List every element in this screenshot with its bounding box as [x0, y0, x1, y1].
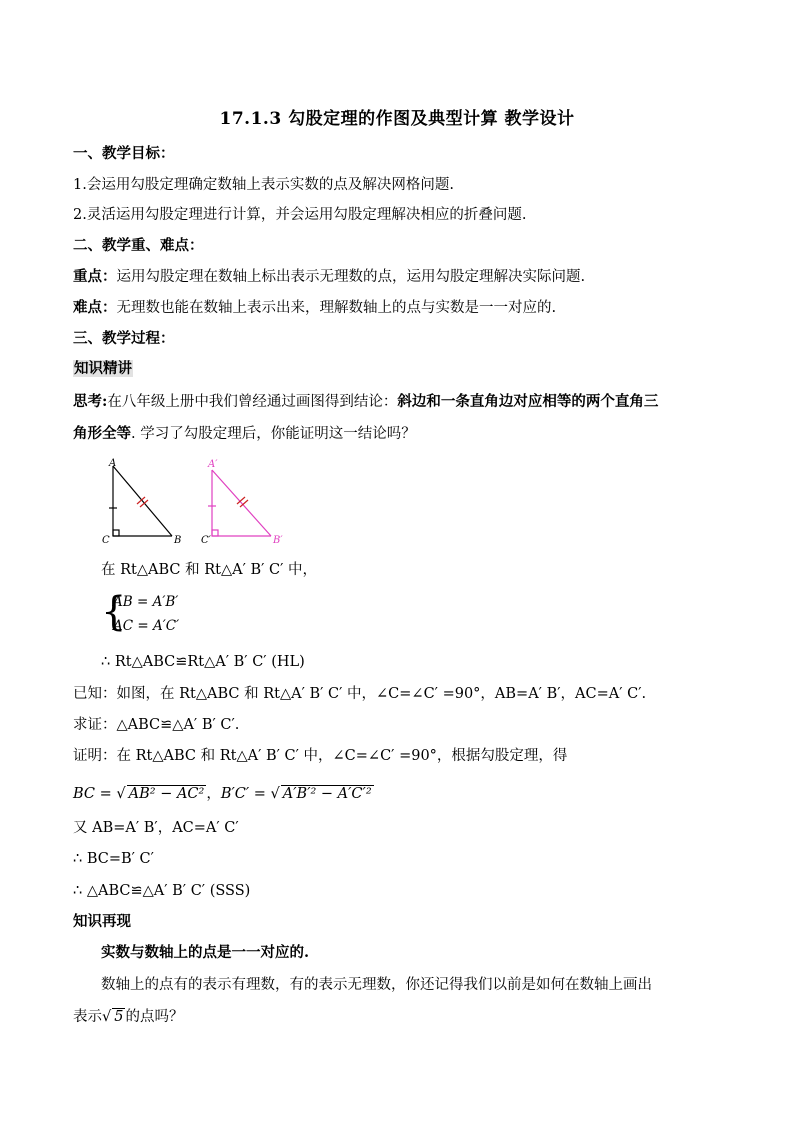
- paragraph-line-2-end: 的点吗？: [125, 1009, 184, 1025]
- think-tail: . 学习了勾股定理后，你能证明这一结论吗？: [131, 426, 416, 442]
- paragraph-line-2-start: 表示: [73, 1009, 102, 1025]
- triangle-a2b2c2-hyp-marks: [237, 497, 248, 507]
- key-point-text: 运用勾股定理在数轴上标出表示无理数的点，运用勾股定理解决实际问题.: [116, 269, 586, 285]
- formula-b2c2-lhs: B′C′ =: [220, 786, 271, 802]
- label-B: B: [174, 535, 182, 546]
- label-A: A: [109, 458, 117, 469]
- fact-line: 实数与数轴上的点是一一对应的.: [101, 944, 310, 961]
- formula-bc-radicand: AB² − AC²: [128, 786, 205, 802]
- section-heading-goals: 一、教学目标：: [73, 145, 175, 162]
- formula-separator: ，: [206, 786, 221, 802]
- label-A-prime: A′: [208, 459, 218, 470]
- therefore-bc-line: ∴ BC=B′ C′: [73, 851, 154, 867]
- triangle-a2b2c2: [208, 470, 271, 536]
- difficulty-label: 难点：: [73, 299, 117, 316]
- difficulty-text: 无理数也能在数轴上表示出来，理解数轴上的点与实数是一一对应的.: [116, 300, 557, 316]
- prove-line: 求证：△ABC≌△A′ B′ C′.: [73, 717, 240, 733]
- sqrt5-radicand: 5: [114, 1009, 124, 1025]
- think-bold-2: 角形全等: [73, 425, 131, 442]
- tag-knowledge-review: 知识再现: [73, 913, 131, 930]
- also-line: 又 AB=A′ B′，AC=A′ C′: [73, 820, 239, 836]
- paragraph-line-1: 数轴上的点有的表示有理数，有的表示无理数，你还记得我们以前是如何在数轴上画出: [101, 977, 652, 993]
- think-bold-1: 斜边和一条直角边对应相等的两个直角三: [397, 393, 659, 410]
- in-triangles-line: 在 Rt△ABC 和 Rt△A′ B′ C′ 中，: [101, 562, 318, 578]
- label-C: C: [102, 535, 110, 546]
- system-eq-1: AB = A′B′: [113, 594, 179, 610]
- formula-bc-lhs: BC =: [73, 786, 117, 802]
- key-point-line: [73, 267, 585, 287]
- conclusion-hl: ∴ Rt△ABC≌Rt△A′ B′ C′ (HL): [101, 654, 305, 670]
- triangles-figure: [95, 452, 295, 547]
- therefore-sss-line: ∴ △ABC≌△A′ B′ C′ (SSS): [73, 883, 251, 899]
- page-title: 17.1.3 勾股定理的作图及典型计算 教学设计: [219, 109, 575, 129]
- key-point-label: 重点：: [73, 268, 117, 285]
- tag-knowledge-explain-row: [73, 359, 133, 379]
- label-B-prime: B′: [273, 535, 283, 546]
- paragraph-line-2: 表示√ 5 的点吗？: [73, 1009, 184, 1025]
- given-line: 已知：如图，在 Rt△ABC 和 Rt△A′ B′ C′ 中，∠C=∠C′ =90°，AB=A′ B′，AC=A′ C′.: [73, 686, 647, 702]
- tag-knowledge-explain: 知识精讲: [74, 360, 132, 377]
- label-C-prime: C′: [201, 535, 211, 546]
- think-line-1: [73, 392, 658, 412]
- goal-item-2: 2.灵活运用勾股定理进行计算，并会运用勾股定理解决相应的折叠问题.: [73, 207, 527, 223]
- think-label: 思考:: [73, 393, 108, 410]
- proof-line: 证明：在 Rt△ABC 和 Rt△A′ B′ C′ 中，∠C=∠C′ =90°，根据勾股定理，得: [73, 748, 568, 764]
- goal-item-1: 1.会运用勾股定理确定数轴上表示实数的点及解决网格问题.: [73, 177, 454, 193]
- difficulty-line: [73, 298, 556, 318]
- brace-symbol: {: [101, 589, 127, 635]
- section-heading-process: 三、教学过程：: [73, 330, 175, 347]
- section-heading-key-points: 二、教学重、难点：: [73, 237, 204, 254]
- formula-line: BC = √ AB² − AC² ，B′C′ = √ A′B′² − A′C′²: [73, 786, 372, 802]
- system-eq-2: AC = A′C′: [113, 618, 180, 634]
- formula-b2c2-radicand: A′B′² − A′C′²: [282, 786, 372, 802]
- think-text: 在八年级上册中我们曾经通过画图得到结论：: [107, 394, 398, 410]
- equation-system: [101, 589, 221, 640]
- think-line-2: [73, 424, 416, 444]
